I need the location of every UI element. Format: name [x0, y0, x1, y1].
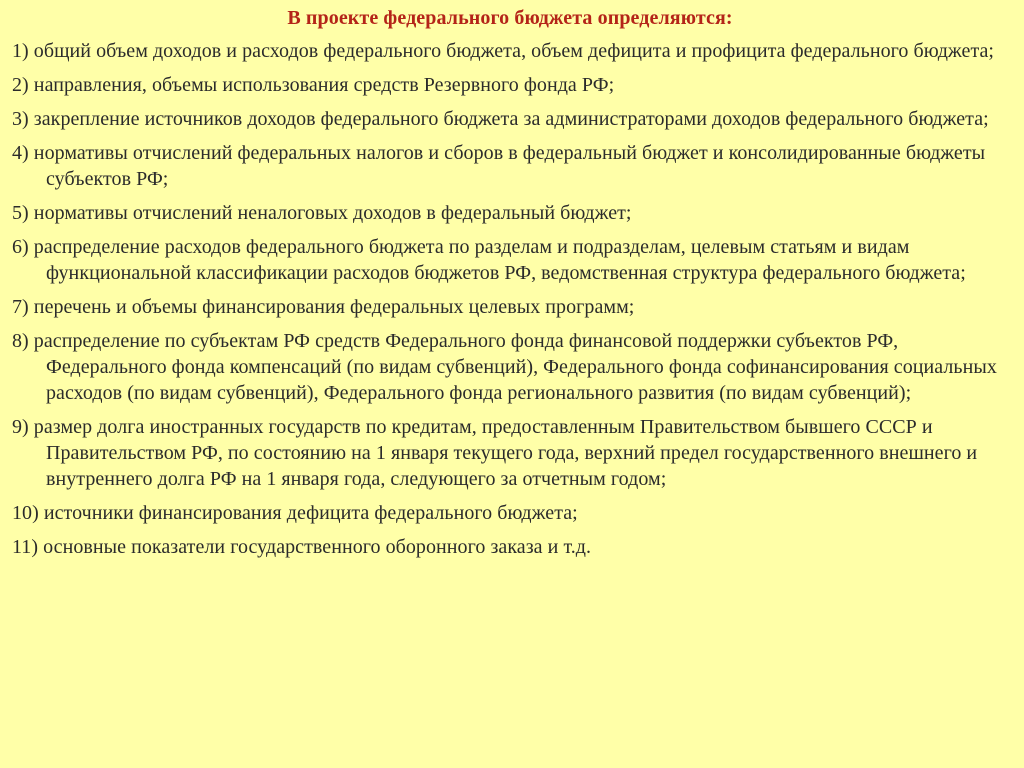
list-item-6: 6) распределение расходов федерального бюджета по разделам и подразделам, целевым статьям и видам функциональной классификации расходов бюджетов РФ, ведомственная структура федерального бюджета; [12, 236, 966, 284]
list-item-5: 5) нормативы отчислений неналоговых доходов в федеральный бюджет; [12, 202, 632, 224]
list-item-4: 4) нормативы отчислений федеральных налогов и сборов в федеральный бюджет и консолидированные бюджеты субъектов РФ; [12, 142, 986, 190]
list-item-3: 3) закрепление источников доходов федерального бюджета за администраторами доходов федерального бюджета; [12, 108, 989, 130]
list-item-10: 10) источники финансирования дефицита федерального бюджета; [12, 502, 578, 524]
list-item-2: 2) направления, объемы использования средств Резервного фонда РФ; [12, 74, 615, 96]
list-item-7: 7) перечень и объемы финансирования федеральных целевых программ; [12, 296, 635, 318]
list-item-8: 8) распределение по субъектам РФ средств Федерального фонда финансовой поддержки субъектов РФ, Федерального фонда компенсаций (по видам субвенций), Федерального фонда софинансирования социальных расходов (по видам субвенций), Федерального фонда регионального развития (по видам субвенций); [12, 330, 997, 404]
item-list [12, 38, 1008, 560]
slide-title: В проекте федерального бюджета определяются: [287, 7, 733, 29]
list-item-1: 1) общий объем доходов и расходов федерального бюджета, объем дефицита и профицита федерального бюджета; [12, 40, 995, 62]
list-item-9: 9) размер долга иностранных государств по кредитам, предоставленным Правительством бывшего СССР и Правительством РФ, по состоянию на 1 января текущего года, верхний предел государственного внешнего и внутреннего долга РФ на 1 января года, следующего за отчетным годом; [12, 416, 978, 490]
list-item-11: 11) основные показатели государственного оборонного заказа и т.д. [12, 536, 592, 558]
